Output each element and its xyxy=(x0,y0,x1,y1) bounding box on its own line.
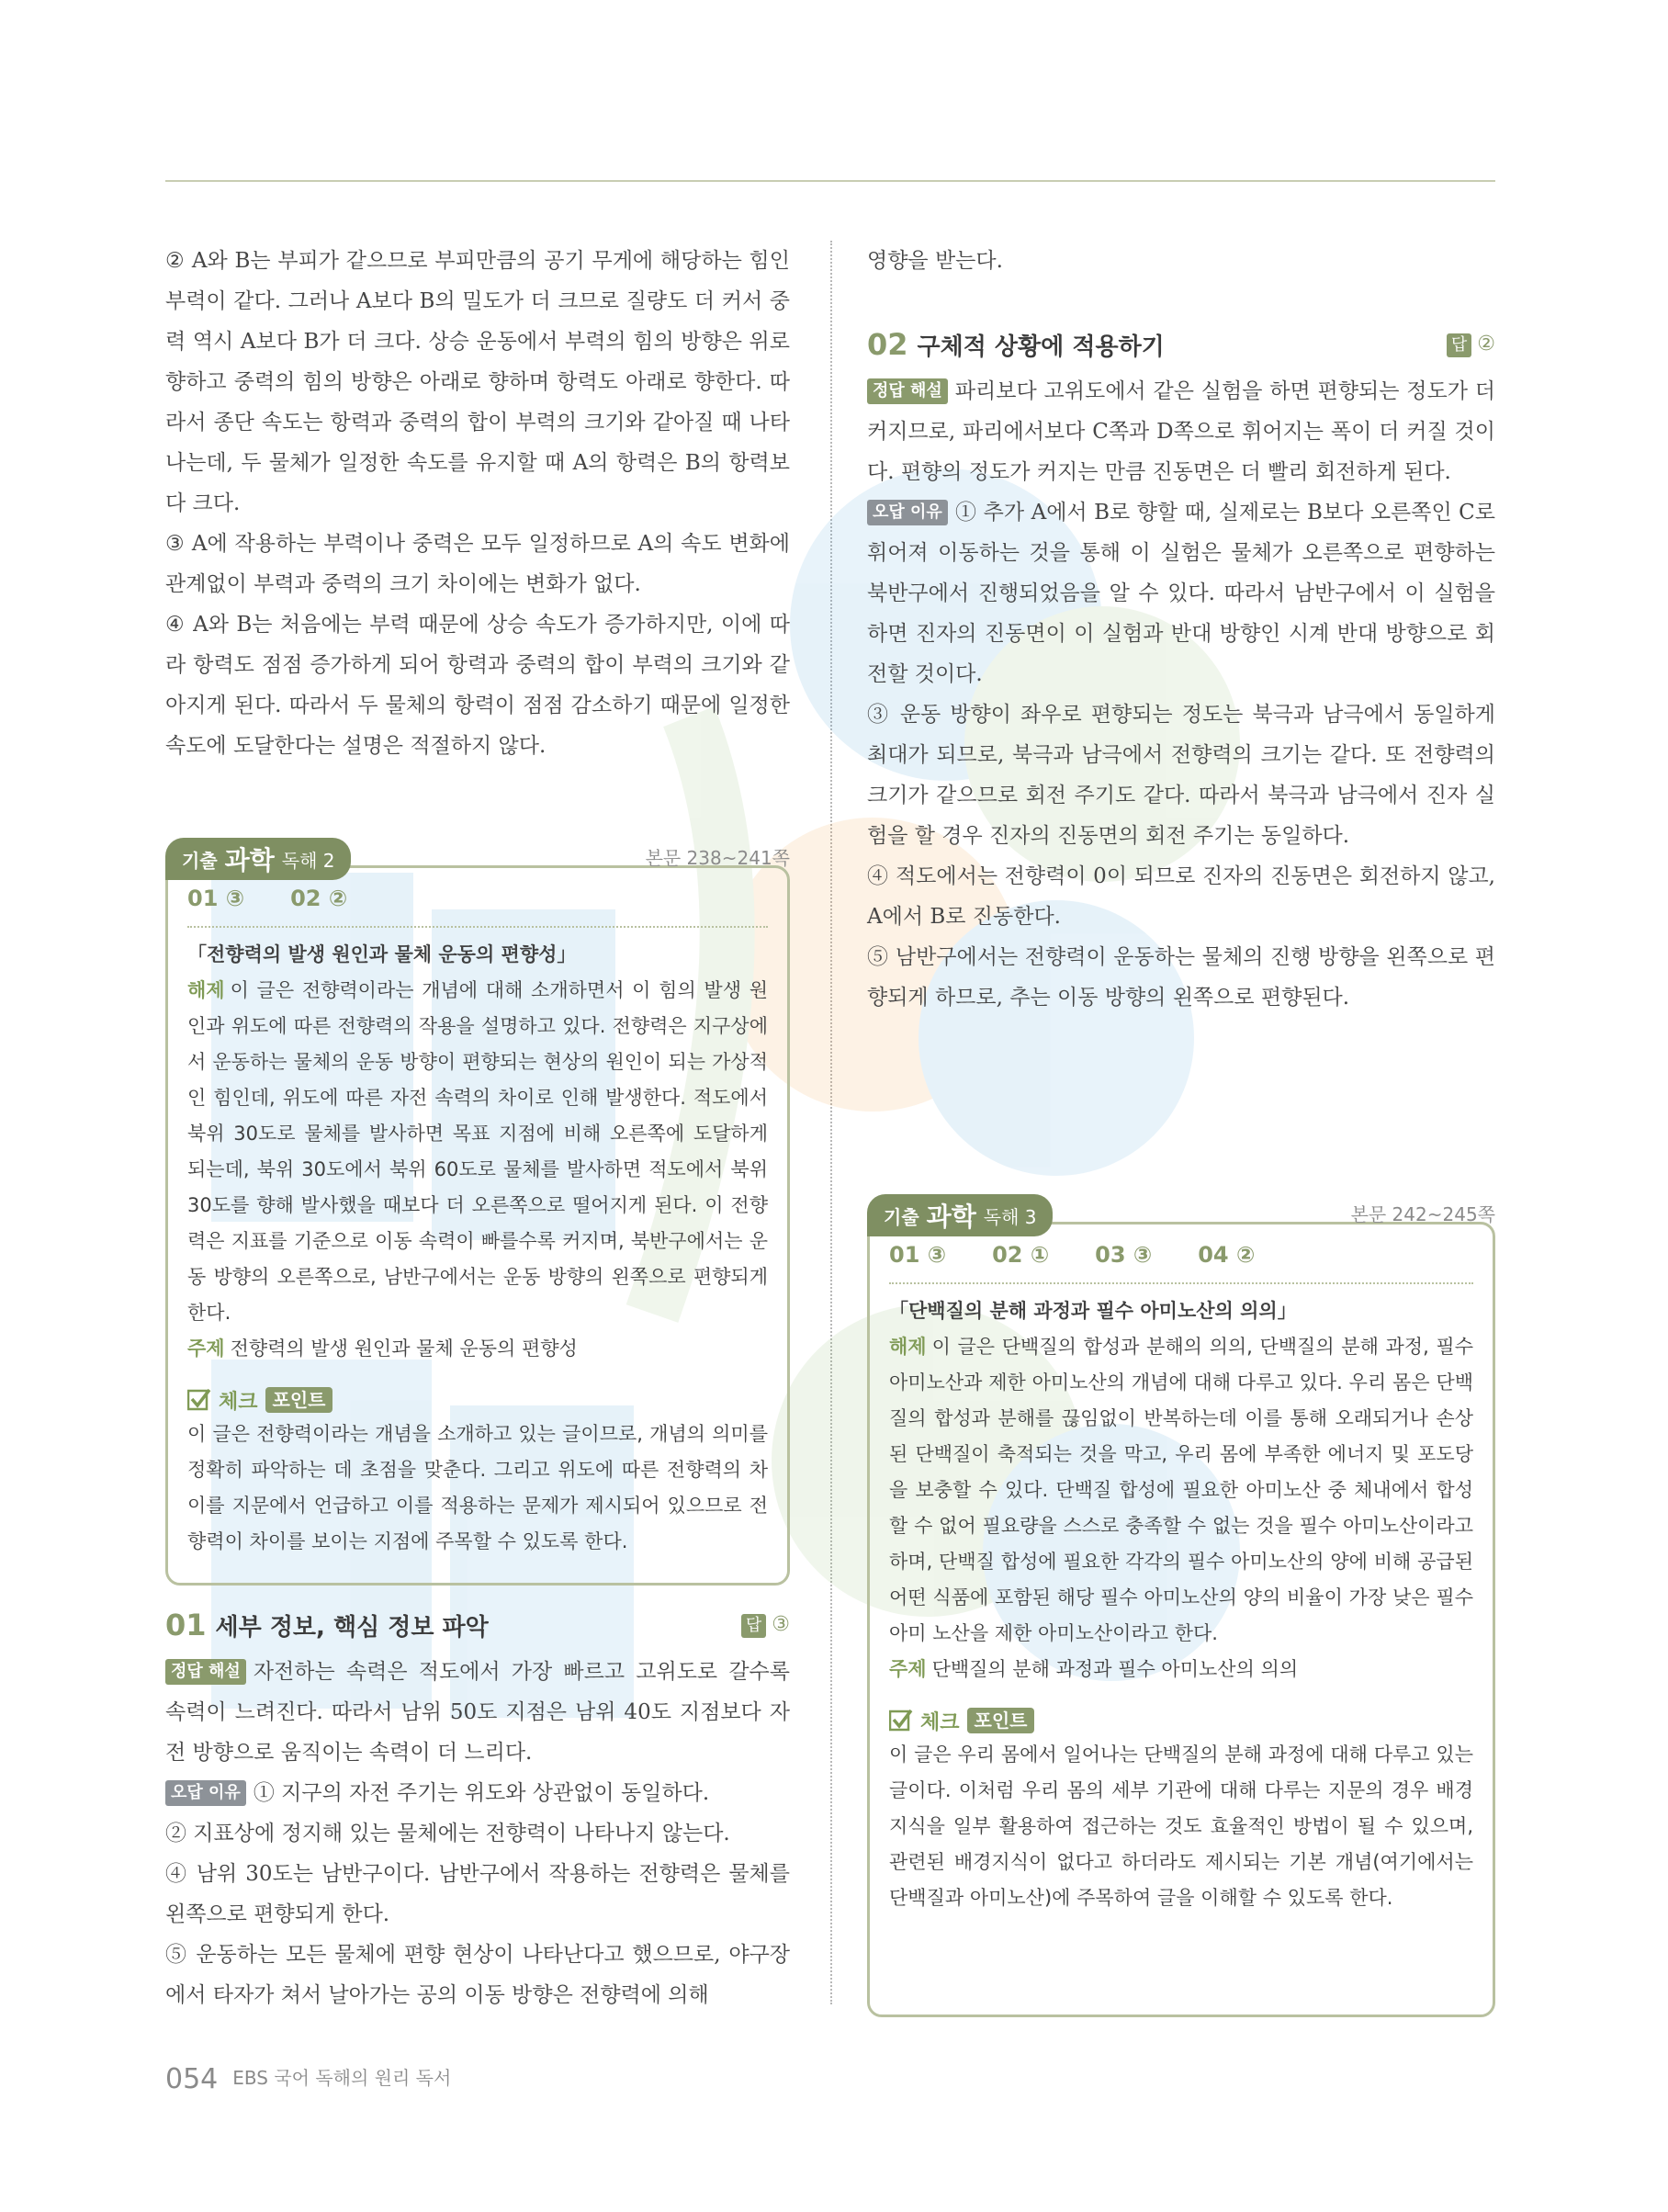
question-01 xyxy=(165,1608,790,2015)
box-content xyxy=(187,886,768,1560)
question-01-heading xyxy=(165,1608,790,1652)
tab-dokhae: 독해 2 xyxy=(281,849,335,872)
answer-key xyxy=(889,1242,1473,1284)
check-point-heading xyxy=(889,1704,1473,1737)
question-answer xyxy=(1447,333,1495,357)
haeje-paragraph xyxy=(187,973,768,1331)
tab-gichul: 기출 xyxy=(884,1205,919,1228)
correct-text: 파리보다 고위도에서 같은 실험을 하면 편향되는 정도가 더 커지므로, 파리에서보다 C쪽과 D쪽으로 휘어지는 폭이 더 커질 것이다. 편향의 정도가 커지는 만큼 진동면은 더 빨리 회전하게 된다. xyxy=(867,379,1495,484)
page-number: 054 xyxy=(165,2063,219,2095)
box-tab xyxy=(165,838,351,880)
correct-explanation xyxy=(165,1652,790,1773)
tab-gichul: 기출 xyxy=(182,849,218,872)
correct-explanation xyxy=(867,371,1495,492)
answer-value: ② xyxy=(1477,333,1495,356)
answer-02: 02 ② xyxy=(290,886,348,911)
box-page-range: 본문 238~241쪽 xyxy=(645,847,790,869)
answer-value: ③ xyxy=(772,1613,790,1636)
correct-text: 자전하는 속력은 적도에서 가장 빠르고 고위도로 갈수록 속력이 느려진다. 따라서 남위 50도 지점은 남위 40도 지점보다 자전 방향으로 움직이는 속력이 더 느리다. xyxy=(165,1660,790,1765)
answer-04: 04 ② xyxy=(1198,1242,1256,1268)
haeje-text: 이 글은 단백질의 합성과 분해의 의의, 단백질의 분해 과정, 필수 아미노산과 제한 아미노산의 개념에 대해 다루고 있다. 우리 몸은 단백질의 합성과 분해를 끊임없이 반복하는데 이를 통해 오래되거나 손상된 단백질이 축적되는 것을 막고, 우리 몸에 부족한 에너지 및 포도당을 보충할 수 있다. 단백질 합성에 필요한 아미노산 중 체내에서 합성할 수 없어 필요량을 스스로 충족할 수 없는 것을 필수 아미노산이라고 하며, 단백질 합성에 필요한 각각의 필수 아미노산의 양에 비해 공급된 어떤 식품에 포함된 해당 필수 아미노산의 양의 비율이 가장 낮은 필수 아미 노산을 제한 아미노산이라고 한다. xyxy=(889,1336,1473,1644)
answer-01: 01 ③ xyxy=(889,1242,947,1268)
box-tab xyxy=(867,1194,1053,1236)
checkbox-icon xyxy=(889,1709,913,1732)
point-label: 포인트 xyxy=(265,1387,333,1413)
explanation-4: ④ A와 B는 처음에는 부력 때문에 상승 속도가 증가하지만, 이에 따라 항력도 점점 증가하게 되어 항력과 중력의 합이 부력의 크기와 같아지게 된다. 따라서 두 물체의 항력이 점점 감소하기 때문에 일정한 속도에 도달한다는 설명은 적절하지 않다. xyxy=(165,613,790,758)
haeje-paragraph xyxy=(889,1329,1473,1652)
wrong-reason-2: ② 지표상에 정지해 있는 물체에는 전향력이 나타나지 않는다. xyxy=(165,1822,730,1845)
point-label: 포인트 xyxy=(967,1708,1035,1733)
question-number: 01 xyxy=(165,1608,207,1642)
juje-label: 주제 xyxy=(187,1337,225,1360)
top-rule xyxy=(165,180,1495,182)
answer-02: 02 ① xyxy=(992,1242,1050,1268)
check-label: 체크 xyxy=(219,1390,258,1414)
question-answer xyxy=(741,1613,790,1638)
answer-key xyxy=(187,886,768,928)
continuation-text: 영향을 받는다. xyxy=(867,249,1003,273)
juje-paragraph xyxy=(889,1652,1473,1687)
passage-title: 「단백질의 분해 과정과 필수 아미노산의 의의」 xyxy=(889,1300,1297,1322)
check-point-text: 이 글은 우리 몸에서 일어나는 단백질의 분해 과정에 대해 다루고 있는 글이다. 이처럼 우리 몸의 세부 기관에 대해 다루는 지문의 경우 배경지식을 일부 활용하여 접근하는 것도 효율적인 방법이 될 수 있으며, 관련된 배경지식이 없다고 하더라도 제시되는 기본 개념(여기에서는 단백질과 아미노산)에 주목하여 글을 이해할 수 있도록 한다. xyxy=(889,1744,1473,1909)
reading-box-science-2 xyxy=(165,838,790,1586)
answer-01: 01 ③ xyxy=(187,886,245,911)
answer-label: 답 xyxy=(1447,333,1471,357)
box-page-range: 본문 242~245쪽 xyxy=(1350,1203,1495,1225)
juje-text: 전향력의 발생 원인과 물체 운동의 편향성 xyxy=(230,1337,578,1360)
question-02-heading xyxy=(867,327,1495,371)
juje-text: 단백질의 분해 과정과 필수 아미노산의 의의 xyxy=(931,1658,1299,1680)
passage-title: 「전향력의 발생 원인과 물체 운동의 편향성」 xyxy=(187,943,577,965)
question-title: 세부 정보, 핵심 정보 파악 xyxy=(215,1614,489,1642)
tab-dokhae: 독해 3 xyxy=(983,1205,1037,1228)
left-explanations xyxy=(165,241,790,766)
wrong-tag: 오답 이유 xyxy=(867,500,948,525)
wrong-text-1: ① 추가 A에서 B로 향할 때, 실제로는 B보다 오른쪽인 C로 휘어져 이동하는 것을 통해 이 실험은 물체가 오른쪽으로 편향하는 북반구에서 진행되었음을 알 수 있다. 따라서 남반구에서 이 실험을 하면 진자의 진동면이 이 실험과 반대 방향인 시계 반대 방향으로 회전할 것이다. xyxy=(867,501,1495,686)
explanation-2: ② A와 B는 부피가 같으므로 부피만큼의 공기 무게에 해당하는 힘인 부력이 같다. 그러나 A보다 B의 밀도가 더 크므로 질량도 더 커서 중력 역시 A보다 B가 더 크다. 상승 운동에서 부력의 힘의 방향은 위로 향하고 중력의 힘의 방향은 아래로 향하며 항력도 아래로 향한다. 따라서 종단 속도는 항력과 중력의 합이 부력의 크기와 같아질 때 나타나는데, 두 물체가 일정한 속도를 유지할 때 A의 항력은 B의 항력보다 크다. xyxy=(165,249,790,515)
page-footer xyxy=(165,2063,451,2095)
question-02 xyxy=(867,327,1495,1018)
wrong-text-1: ① 지구의 자전 주기는 위도와 상관없이 동일하다. xyxy=(253,1781,710,1805)
wrong-reason-4: ④ 적도에서는 전향력이 0이 되므로 진자의 진동면은 회전하지 않고, A에서 B로 진동한다. xyxy=(867,864,1495,929)
wrong-reason-1 xyxy=(867,492,1495,694)
box-content xyxy=(889,1242,1473,1916)
correct-tag: 정답 해설 xyxy=(867,378,948,404)
check-label: 체크 xyxy=(920,1710,960,1734)
correct-tag: 정답 해설 xyxy=(165,1659,246,1685)
answer-03: 03 ③ xyxy=(1095,1242,1153,1268)
haeje-label: 해제 xyxy=(187,979,225,1001)
checkbox-icon xyxy=(187,1388,211,1412)
reading-box-science-3 xyxy=(867,1194,1495,2017)
juje-label: 주제 xyxy=(889,1658,927,1680)
wrong-reason-1 xyxy=(165,1773,790,1813)
question-number: 02 xyxy=(867,327,908,362)
question-title: 구체적 상황에 적용하기 xyxy=(917,333,1165,361)
explanation-3: ③ A에 작용하는 부력이나 중력은 모두 일정하므로 A의 속도 변화에 관계없이 부력과 중력의 크기 차이에는 변화가 없다. xyxy=(165,532,790,596)
wrong-reason-5: ⑤ 남반구에서는 전향력이 운동하는 물체의 진행 방향을 왼쪽으로 편향되게 하므로, 추는 이동 방향의 왼쪽으로 편향된다. xyxy=(867,945,1495,1010)
haeje-label: 해제 xyxy=(889,1336,927,1358)
check-point-text: 이 글은 전향력이라는 개념을 소개하고 있는 글이므로, 개념의 의미를 정확히 파악하는 데 초점을 맞춘다. 그리고 위도에 따른 전향력의 차이를 지문에서 언급하고 이를 적용하는 문제가 제시되어 있으므로 전향력이 차이를 보이는 지점에 주목할 수 있도록 한다. xyxy=(187,1423,768,1552)
tab-subject: 과학 xyxy=(926,1202,976,1232)
answer-label: 답 xyxy=(741,1614,766,1638)
wrong-reason-4: ④ 남위 30도는 남반구이다. 남반구에서 작용하는 전향력은 물체를 왼쪽으로 편향되게 한다. xyxy=(165,1862,790,1926)
haeje-text: 이 글은 전향력이라는 개념에 대해 소개하면서 이 힘의 발생 원인과 위도에 따른 전향력의 작용을 설명하고 있다. 전향력은 지구상에서 운동하는 물체의 운동 방향이 편향되는 현상의 원인이 되는 가상적인 힘인데, 위도에 따른 자전 속력의 차이로 인해 발생한다. 적도에서 북위 30도로 물체를 발사하면 목표 지점에 비해 오른쪽에 도달하게 되는데, 북위 30도에서 북위 60도로 물체를 발사하면 적도에서 북위 30도를 향해 발사했을 때보다 더 오른쪽으로 떨어지게 된다. 이 전향력은 지표를 기준으로 이동 속력이 빠를수록 커지며, 북반구에서는 운동 방향의 오른쪽으로, 남반구에서는 운동 방향의 왼쪽으로 편향되게 한다. xyxy=(187,979,768,1324)
tab-subject: 과학 xyxy=(224,845,275,875)
juje-paragraph xyxy=(187,1331,768,1367)
book-title: EBS 국어 독해의 원리 독서 xyxy=(232,2067,452,2089)
wrong-reason-5: ⑤ 운동하는 모든 물체에 편향 현상이 나타난다고 했으므로, 야구장에서 타자가 쳐서 날아가는 공의 이동 방향은 전향력에 의해 xyxy=(165,1943,790,2007)
right-continuation xyxy=(867,241,1495,281)
column-divider xyxy=(830,241,832,2004)
wrong-reason-3: ③ 운동 방향이 좌우로 편향되는 정도는 북극과 남극에서 동일하게 최대가 되므로, 북극과 남극에서 전향력의 크기는 같다. 또 전향력의 크기가 같으므로 회전 주기도 같다. 따라서 북극과 남극에서 진자 실험을 할 경우 진자의 진동면의 회전 주기는 동일하다. xyxy=(867,703,1495,848)
wrong-tag: 오답 이유 xyxy=(165,1780,246,1806)
check-point-heading xyxy=(187,1383,768,1416)
